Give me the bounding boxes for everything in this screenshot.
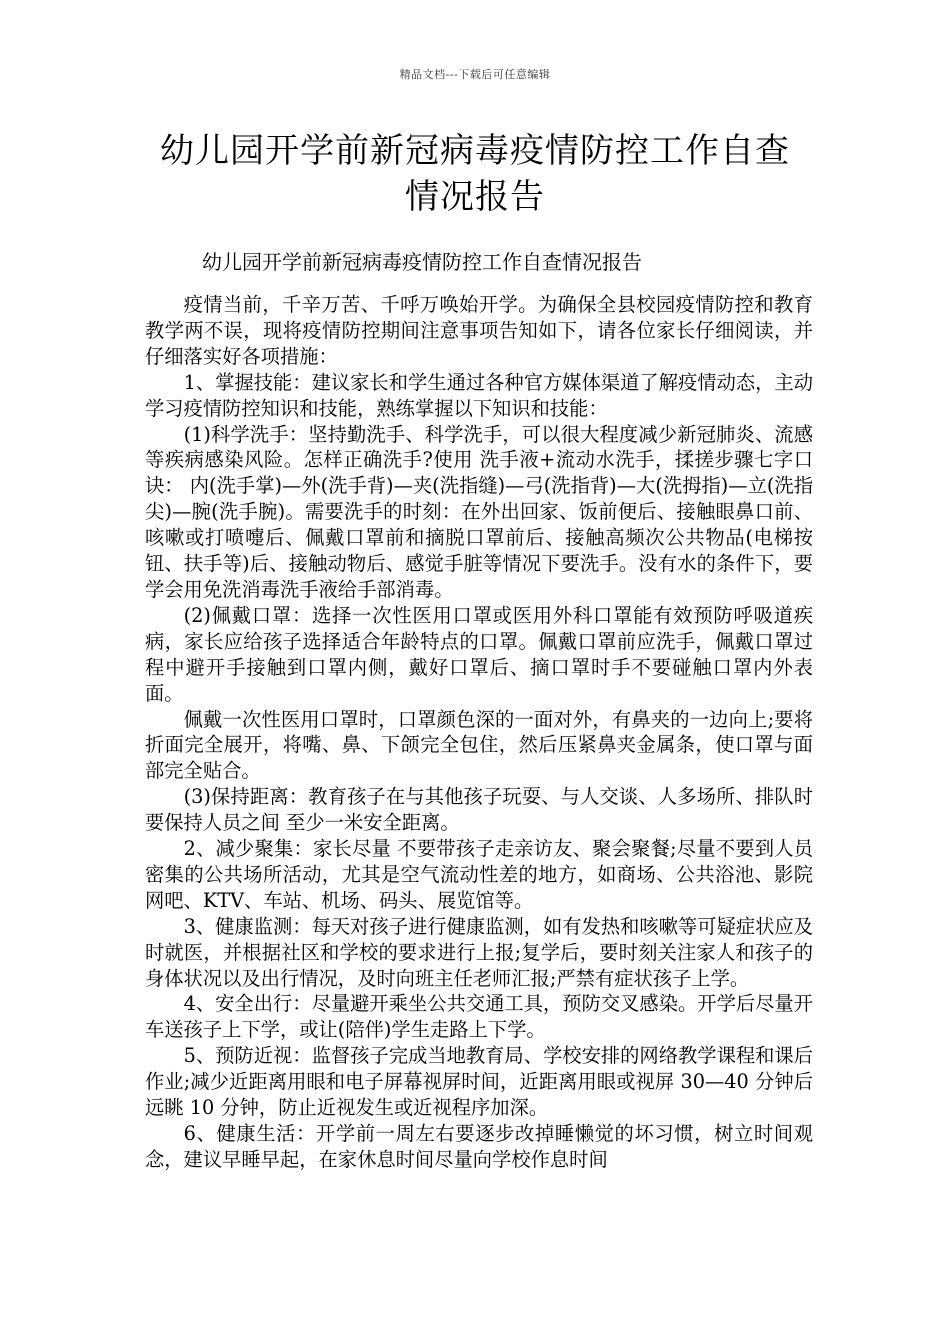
paragraph-intro: 疫情当前，千辛万苦、千呼万唤始开学。为确保全县校园疫情防控和教育教学两不误，现将疫情防控期间注意事项告知如下，请各位家长仔细阅读，并仔细落实好各项措施：: [145, 293, 813, 368]
paragraph-handwashing: (1)科学洗手：坚持勤洗手、科学洗手，可以很大程度减少新冠肺炎、流感等疾病感染风险。怎样正确洗手?使用 洗手液+流动水洗手，揉搓步骤七字口诀： 内(洗手掌)—外(洗手背)—夹(洗指缝)—弓(洗指背)—大(洗拇指)—立(洗指尖)—腕(洗手腕)。需要洗手的时刻：在外出回家、饭前便后、接触眼鼻口前、咳嗽或打喷嚏后、佩戴口罩前和摘脱口罩前后、接触高频次公共物品(电梯按钮、扶手等)后、接触动物后、感觉手脏等情况下要洗手。没有水的条件下，要学会用免洗消毒洗手液给手部消毒。: [145, 422, 813, 601]
document-title: [130, 128, 820, 220]
paragraph-distance: (3)保持距离：教育孩子在与其他孩子玩耍、与人交谈、人多场所、排队时要保持人员之间 至少一米安全距离。: [145, 785, 813, 835]
paragraph-mask-wearing: 佩戴一次性医用口罩时，口罩颜色深的一面对外，有鼻夹的一边向上;要将折面完全展开，将嘴、鼻、下颌完全包住，然后压紧鼻夹金属条，使口罩与面部完全贴合。: [145, 707, 813, 783]
paragraph-health-monitoring: 3、健康监测：每天对孩子进行健康监测，如有发热和咳嗽等可疑症状应及时就医，并根据社区和学校的要求进行上报;复学后，要时刻关注家人和孩子的身体状况以及出行情况，及时向班主任老师汇报;严禁有症状孩子上学。: [145, 914, 813, 990]
title-line-2: 情况报告: [405, 177, 545, 217]
paragraph-mask: (2)佩戴口罩：选择一次性医用口罩或医用外科口罩能有效预防呼吸道疾病，家长应给孩子选择适合年龄特点的口罩。佩戴口罩前应洗手，佩戴口罩过程中避开手接触到口罩内侧，戴好口罩后、摘口罩时手不要碰触口罩内外表面。: [145, 603, 813, 705]
page-header: 精品文档---下载后可任意编辑: [399, 68, 551, 81]
document-subtitle: 幼儿园开学前新冠病毒疫情防控工作自查情况报告: [202, 250, 642, 274]
paragraph-myopia: 5、预防近视：监督孩子完成当地教育局、学校安排的网络教学课程和课后作业;减少近距离用眼和电子屏幕视屏时间，近距离用眼或视屏 30—40 分钟后远眺 10 分钟，防止近视发生或近视程序加深。: [145, 1044, 813, 1120]
paragraph-gathering: 2、减少聚集：家长尽量 不要带孩子走亲访友、聚会聚餐;尽量不要到人员密集的公共场所活动，尤其是空气流动性差的地方，如商场、公共浴池、影院网吧、KTV、车站、机场、码头、展览馆等。: [145, 837, 813, 912]
paragraph-healthy-living: 6、健康生活：开学前一周左右要逐步改掉睡懒觉的坏习惯，树立时间观念，建议早睡早起，在家休息时间尽量向学校作息时间: [145, 1122, 813, 1171]
title-line-1: 幼儿园开学前新冠病毒疫情防控工作自查: [160, 131, 790, 171]
paragraph-skills: 1、掌握技能：建议家长和学生通过各种官方媒体渠道了解疫情动态，主动学习疫情防控知识和技能，熟练掌握以下知识和技能：: [145, 370, 813, 420]
paragraph-travel: 4、安全出行：尽量避开乘坐公共交通工具，预防交叉感染。开学后尽量开车送孩子上下学，或让(陪伴)学生走路上下学。: [145, 992, 813, 1042]
document-body: [145, 292, 813, 1173]
